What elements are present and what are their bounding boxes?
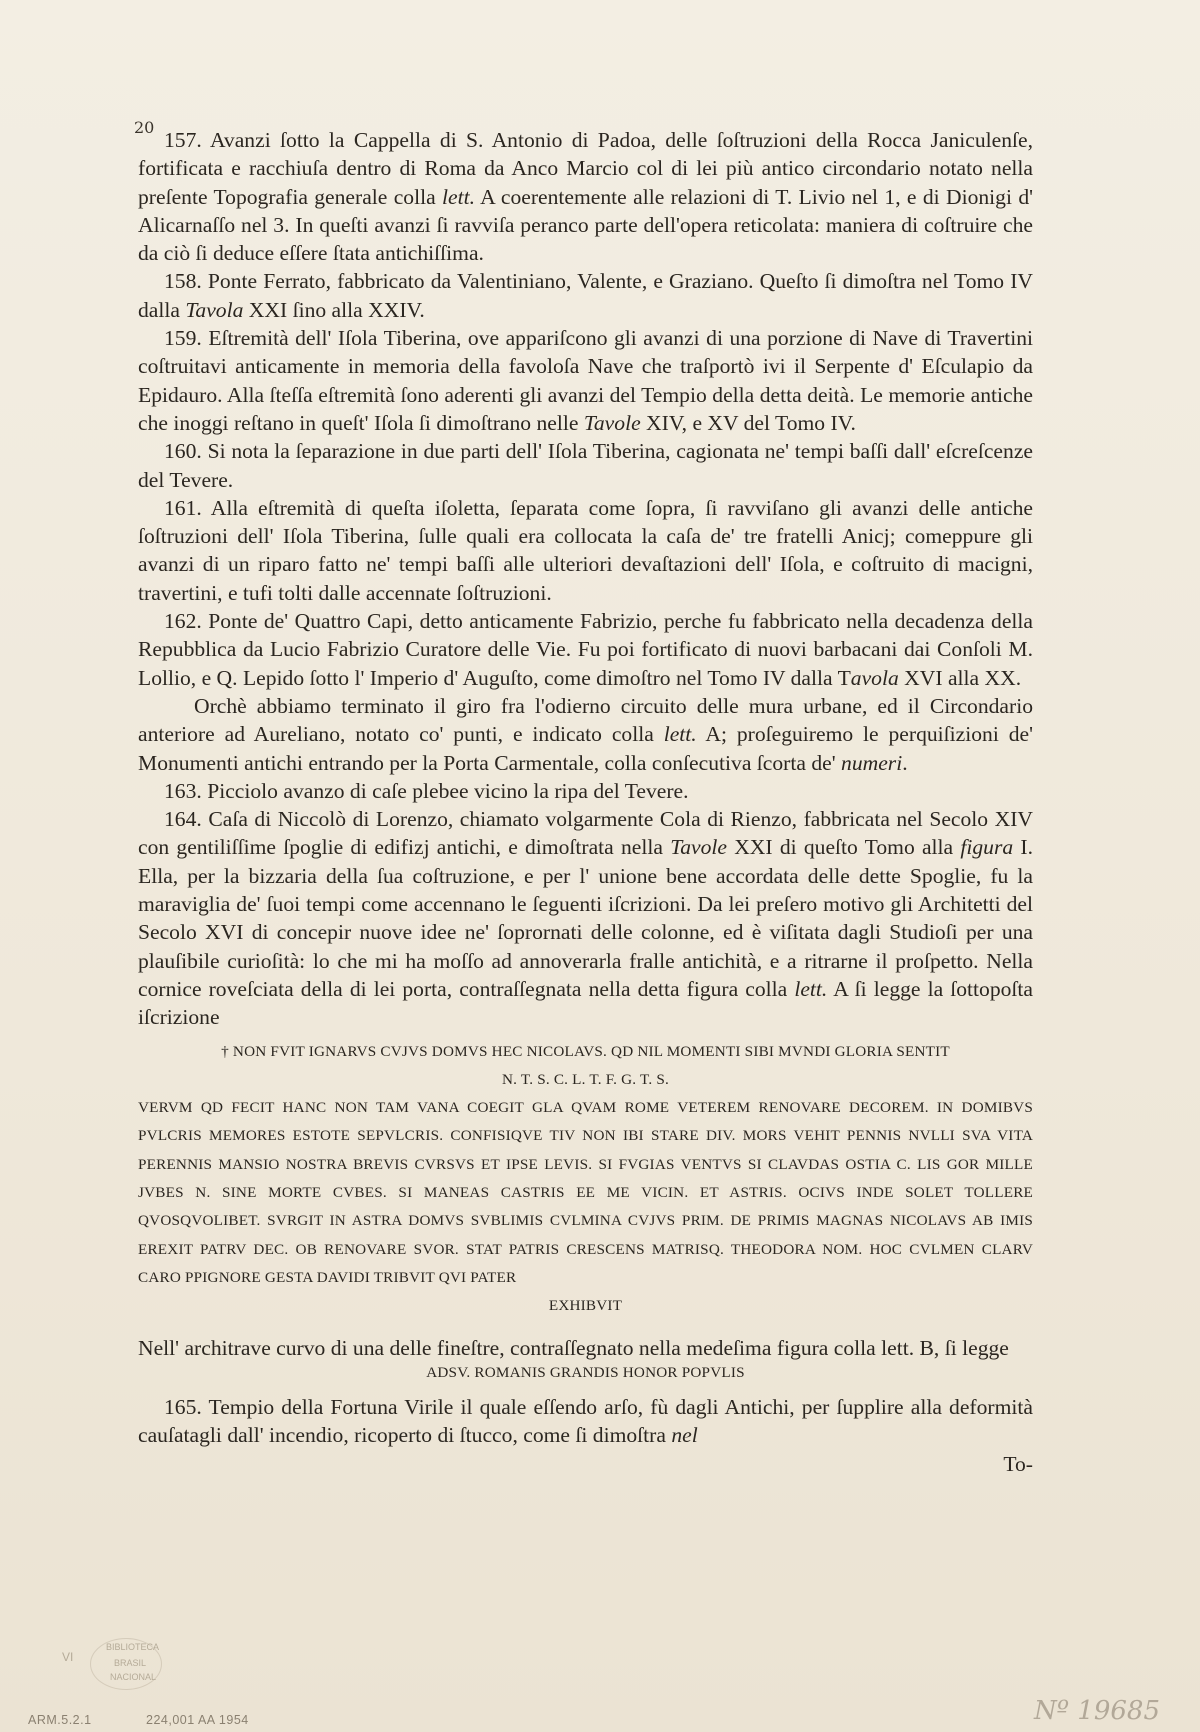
paragraph-text: XXI di queſto Tomo alla [726,835,961,860]
paragraph-158 [138,267,1033,324]
paragraph-text: Tempio della Fortuna Virile il quale eſſendo arſo, fù dagli Antichi, per ſupplire alla deformità cauſatagli dall' incendio, ricoperto di ſtucco, come ſi dimoſtra [138,1395,1033,1448]
italic-text: Tavola [185,297,244,322]
library-stamp [62,1634,172,1694]
paragraph-160 [138,437,1033,494]
item-number: 161. [164,495,202,520]
main-text [138,126,1033,1478]
paragraph-159 [138,324,1033,437]
italic-text: lett. [663,722,697,747]
paragraph-161 [138,494,1033,607]
inscription-line: † NON FVIT IGNARVS CVJVS DOMVS HEC NICOLAVS. QD NIL MOMENTI SIBI MVNDI GLORIA SENTIT [221,1042,950,1060]
paragraph-text: XVI alla XX. [898,665,1022,690]
paragraph-163 [138,777,1033,805]
item-number: 164. [164,807,202,832]
paragraph-157 [138,126,1033,267]
paragraph-text: Eſtremità dell' Iſola Tiberina, ove appariſcono gli avanzi di una porzione di Nave di Travertini coſtruitavi anticamente in memoria della favoloſa Nave che traſportò ivi il Serpente d' Eſculapio da Epidauro. Alla ſteſſa eſtremità ſono aderenti gli avanzi del Tempio della detta deità. Le memorie antiche che inoggi reſtano in queſt' Iſola ſi dimoſtrano nelle [138,326,1034,435]
paragraph-text: . [902,750,908,775]
catchword-text: To- [1003,1451,1033,1476]
italic-text: numeri [841,750,903,775]
item-number: 162. [164,609,202,634]
stamp-text: NACIONAL [110,1672,157,1682]
paragraph-text: XIV, e XV del Tomo IV. [640,410,856,435]
item-number: 158. [164,269,202,294]
inscription-door [138,1038,1033,1321]
item-number: 165. [164,1395,202,1420]
inscription-body: VERVM QD FECIT HANC NON TAM VANA COEGIT GLA QVAM ROME VETEREM RENOVARE DECOREM. IN DOMIBVS PVLCRIS MEMORES ESTOTE SEPVLCRIS. CONFISIQVE TIV NON IBI STARE DIV. MORS VEHIT PENNIS NVLLI SVA VITA PERENNIS MANSIO NOSTRA BREVIS CVRSVS ET IPSE LEVIS. SI FVGIAS VENTVS SI CLAVDAS OSTIA C. LIS GOR MILLE JVBES N. SINE MORTE CVBES. SI MANEAS CASTRIS EE ME VICIN. ET ASTRIS. OCIVS INDE SOLET TOLLERE QVOSQVOLIBET. SVRGIT IN ASTRA DOMVS SVBLIMIS CVLMINA CVJVS PRIM. DE PRIMIS MAGNAS NICOLAVS AB IMIS EREXIT PATRV DEC. OB RENOVARE SVOR. STAT PATRIS CRESCENS MATRISQ. THEODORA NOM. HOC CVLMEN CLARV CARO PPIGNORE GESTA DAVIDI TRIBVIT QVI PATER [138,1099,1033,1286]
paragraph-text: A coerentemente alle relazioni di T. Livio nel 1, e di Dionigi d' Alicarnaſſo nel 3. In queſti avanzi ſi ravviſa peranco parte dell'opera reticolata: maniera di coſtruire che da ciò ſi deduce eſſere ſtata antichiſſima. [138,184,1034,266]
italic-text: nel [671,1423,698,1448]
page-number: 20 [134,118,155,137]
inscription-line: ADSV. ROMANIS GRANDIS HONOR POPVLIS [426,1363,745,1381]
inscription-line: EXHIBVIT [548,1297,623,1315]
inscription-line: N. T. S. C. L. T. F. G. T. S. [501,1070,670,1088]
item-number: 159. [164,326,202,351]
italic-text: lett. [442,184,475,209]
paragraph-165 [138,1393,1033,1450]
paragraph-text: Orchè abbiamo terminato il giro fra l'odierno circuito delle mura urbane, ed il Circondario anteriore ad Aureliano, notato co' punti, e indicato colla [138,693,1033,747]
italic-text: figura [960,835,1014,860]
item-number: 157. [164,128,202,152]
stamp-text: BIBLIOTECA [106,1642,160,1652]
inscription-window [138,1359,1033,1387]
handwritten-number: Nº 19685 [1034,1696,1160,1726]
paragraph-162 [138,607,1033,692]
paragraph-text: Avanzi ſotto la Cappella di S. Antonio di Padoa, delle ſoſtruzioni della Rocca Janiculenſe, fortificata e racchiuſa dentro di Roma da Anco Marcio col di lei più antico circondario notato nella preſente Topografia generale colla [138,128,1033,209]
paragraph-text: A ſi legge la ſottopoſta iſcrizione [138,976,1033,1030]
catchword [138,1450,1033,1478]
paragraph-text: Ponte de' Quattro Capi, detto anticamente Fabrizio, perche fu fabbricato nella decadenza della Repubblica da Lucio Fabrizio Curatore delle Vie. Fu poi fortificato di nuovi barbacani dai Conſoli M. Lollio, e Q. Lepido ſotto l' Imperio d' Auguſto, come dimoſtro nel Tomo IV dalla T [138,609,1033,690]
accession-number: 224,001 AA 1954 [146,1713,249,1727]
paragraph-text: Alla eſtremità di queſta iſoletta, ſeparata come ſopra, ſi ravviſano gli avanzi delle antiche ſoſtruzioni dell' Iſola Tiberina, ſulle quali era collocata la caſa de' tre fratelli Anicj; comeppure gli avanzi di un riparo fatto ne' tempi baſſi alle ulteriori devaſtazioni dell' Iſola, e coſtruito di macigni, travertini, e tufi tolti dalle accennate ſoſtruzioni. [138,495,1033,605]
item-number: 160. [164,439,202,464]
stamp-text: BRASIL [114,1658,147,1668]
paragraph-text: A; proſeguiremo le perquiſizioni de' Monumenti antichi entrando per la Porta Carmentale, colla conſecutiva ſcorta de' [138,722,1034,775]
item-number: 163. [164,778,202,803]
shelfmark: ARM.5.2.1 [28,1713,92,1727]
paragraph-text: Nell' architrave curvo di una delle fineſtre, contraſſegnato nella medeſima figura colla lett. B, ſi legge [138,1336,1009,1361]
continuation-paragraph [138,692,1033,777]
stamp-mark: VI [62,1650,74,1664]
paragraph-text: Caſa di Niccolò di Lorenzo, chiamato volgarmente Cola di Rienzo, fabbricata nel Secolo XIV con gentiliſſime ſpoglie di edifizj antichi, e dimoſtrata nella [138,807,1034,860]
italic-text: Tavole [670,835,727,860]
paragraph-text: Si nota la ſeparazione in due parti dell' Iſola Tiberina, cagionata ne' tempi baſſi dall' eſcreſcenze del Tevere. [138,439,1033,492]
italic-text: Tavole [583,410,641,435]
paragraph-text: XXI ſino alla XXIV. [243,297,425,322]
spacer [138,1320,1033,1334]
paragraph-text: I. Ella, per la bizzaria della ſua coſtruzione, e per l' unione bene accordata delle dette Spoglie, fu la maraviglia de' ſuoi tempi come accennano le ſeguenti iſcrizioni. Da lei preſero motivo gli Architetti del Secolo XVI di concepir nuove idee ne' ſoprornati delle colonne, ed è viſitata dagli Studioſi per una plauſibile curioſità: lo che mi ha moſſo ad annoverarla fralle antichità, e a ritrarne il proſpetto. Nella cornice roveſciata della di lei porta, contraſſegnata nella detta figura colla [138,835,1033,1001]
paragraph-text: Picciolo avanzo di caſe plebee vicino la ripa del Tevere. [207,778,689,803]
paragraph-text: Ponte Ferrato, fabbricato da Valentiniano, Valente, e Graziano. Queſto ſi dimoſtra nel Tomo IV dalla [138,269,1034,322]
italic-text: lett. [794,976,828,1001]
italic-text: avola [850,665,899,690]
paragraph-164 [138,805,1033,1031]
